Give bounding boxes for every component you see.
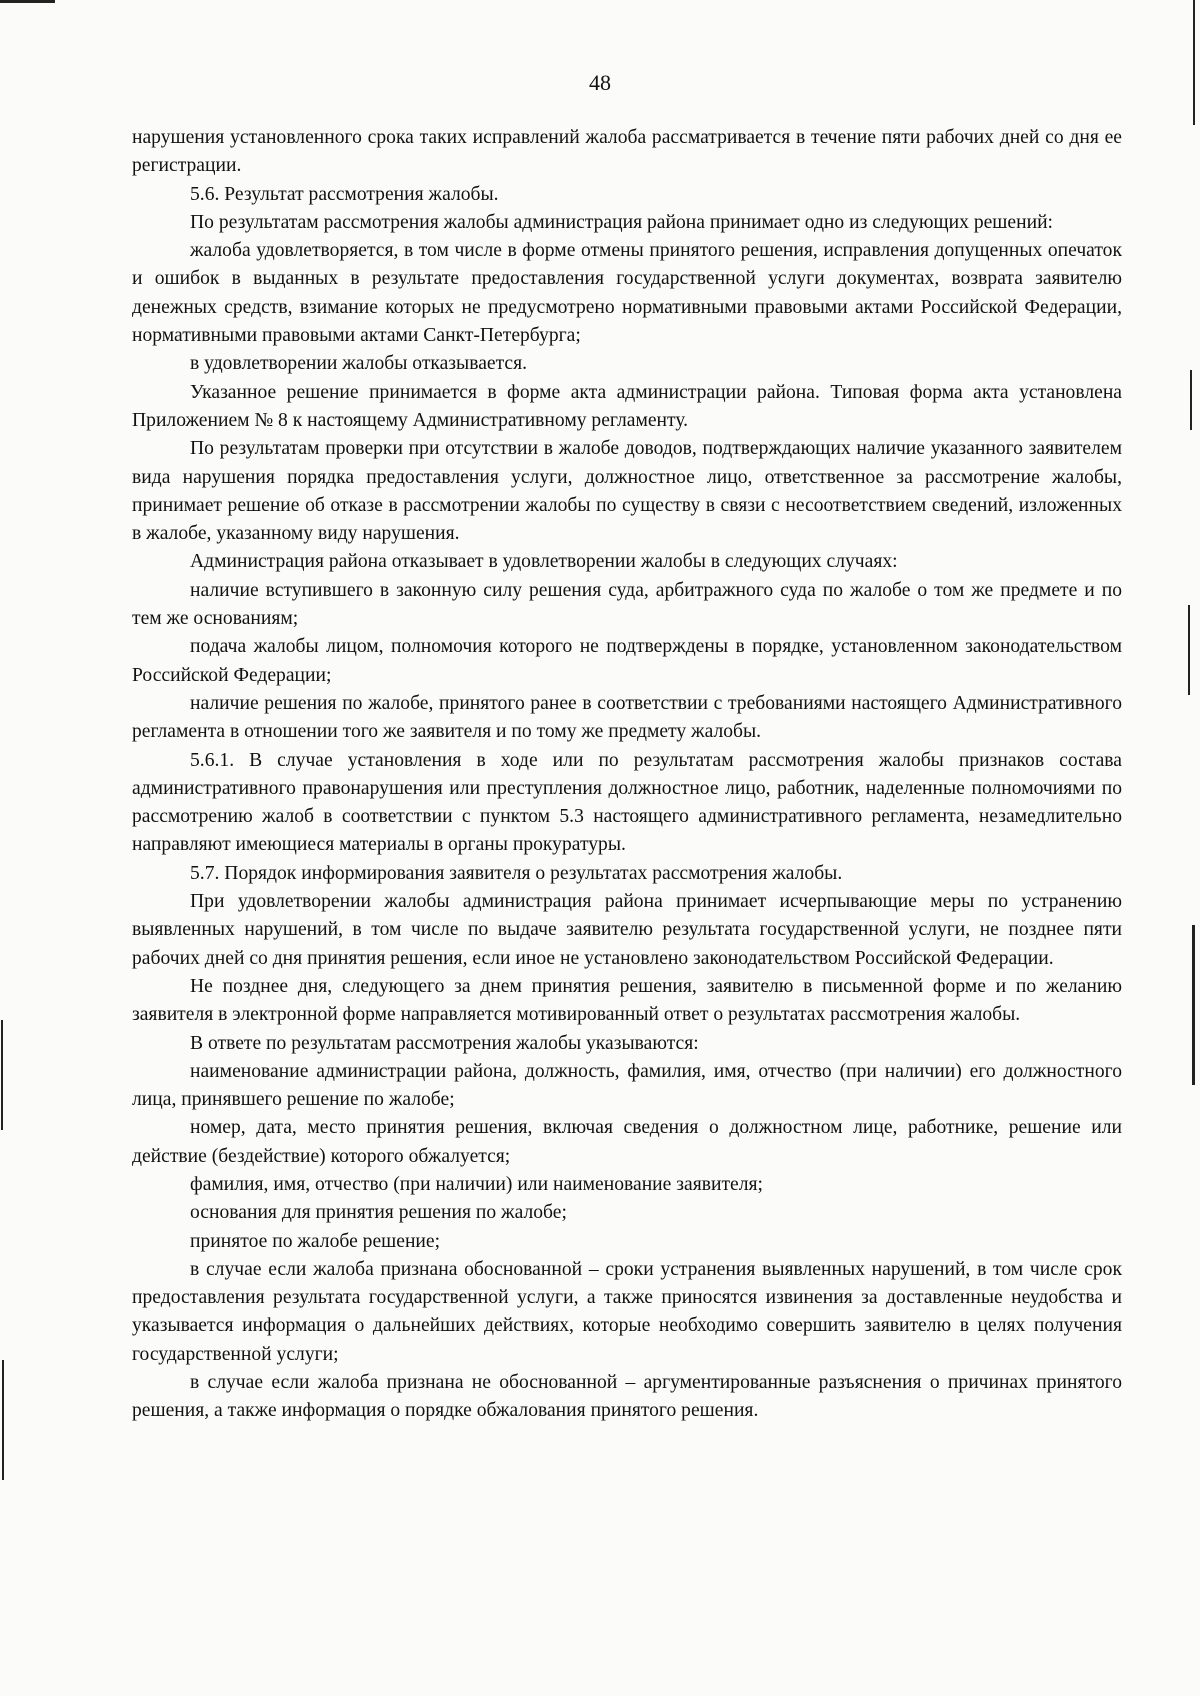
- section-heading: 5.6.1. В случае установления в ходе или по результатам рассмотрения жалобы признаков состава административного правонарушения или преступления должностное лицо, работник, наделенные полномочиями по рассмотрению жалоб в соответствии с пунктом 5.3 настоящего административного регламента, незамедлительно направляют имеющиеся материалы в органы прокуратуры.: [132, 749, 1122, 856]
- scan-edge-right-middle-2: [1188, 605, 1190, 695]
- scan-edge-right-lower: [1192, 925, 1195, 1085]
- list-item: номер, дата, место принятия решения, включая сведения о должностном лице, работнике, решение или действие (бездействие) которого обжалуется;: [132, 1117, 1122, 1167]
- list-item: в удовлетворении жалобы отказывается.: [190, 353, 528, 375]
- list-item: в случае если жалоба признана не обоснованной – аргументированные разъяснения о причинах принятого решения, а также информация о порядке обжалования принятого решения.: [132, 1372, 1122, 1422]
- paragraph: нарушения установленного срока таких исправлений жалоба рассматривается в течение пяти рабочих дней со дня ее регистрации.: [132, 127, 1122, 177]
- list-item: наименование администрации района, должность, фамилия, имя, отчество (при наличии) его должностного лица, принявшего решение по жалобе;: [132, 1060, 1122, 1111]
- paragraph: При удовлетворении жалобы администрация района принимает исчерпывающие меры по устранению выявленных нарушений, в том числе по выдаче заявителю результата государственной услуги, не позднее пяти рабочих дней со дня принятия решения, если иное не установлено законодательством Российской Федерации.: [132, 891, 1122, 969]
- scan-edge-right-middle: [1190, 370, 1192, 430]
- scan-edge-left-lower: [1, 1020, 3, 1130]
- list-item: наличие вступившего в законную силу решения суда, арбитражного суда по жалобе о том же предмете и по тем же основаниям;: [132, 579, 1122, 630]
- section-heading: 5.7. Порядок информирования заявителя о результатах рассмотрения жалобы.: [190, 862, 843, 884]
- paragraph: Не позднее дня, следующего за днем принятия решения, заявителю в письменной форме и по желанию заявителя в электронной форме направляется мотивированный ответ о результатах рассмотрения жалобы.: [132, 975, 1122, 1026]
- scan-edge-left-bottom: [2, 1360, 4, 1480]
- list-item: жалоба удовлетворяется, в том числе в форме отмены принятого решения, исправления допущенных опечаток и ошибок в выданных в результате предоставления государственной услуги документах, возврата заявителю денежных средств, взимание которых не предусмотрено нормативными правовыми актами Российской Федерации, нормативными правовыми актами Санкт-Петербурга;: [132, 240, 1122, 347]
- section-heading: 5.6. Результат рассмотрения жалобы.: [190, 183, 499, 205]
- list-item: в случае если жалоба признана обоснованной – сроки устранения выявленных нарушений, в том числе срок предоставления результата государственной услуги, а также приносятся извинения за доставленные неудобства и указывается информация о дальнейших действиях, которые необходимо совершить заявителю в целях получения государственной услуги;: [132, 1258, 1122, 1365]
- list-item: наличие решения по жалобе, принятого ранее в соответствии с требованиями настоящего Административного регламента в отношении того же заявителя и по тому же предмету жалобы.: [132, 692, 1122, 743]
- list-item: фамилия, имя, отчество (при наличии) или наименование заявителя;: [190, 1173, 763, 1195]
- scan-edge-top-left: [0, 0, 55, 3]
- paragraph: По результатам проверки при отсутствии в жалобе доводов, подтверждающих наличие указанного заявителем вида нарушения порядка предоставления услуги, должностное лицо, ответственное за рассмотрение жалобы, принимает решение об отказе в рассмотрении жалобы по существу в связи с несоответствием сведений, изложенных в жалобе, указанному виду нарушения.: [132, 438, 1122, 545]
- list-item: основания для принятия решения по жалобе;: [190, 1202, 567, 1224]
- list-item: подача жалобы лицом, полномочия которого не подтверждены в порядке, установленном законодательством Российской Федерации;: [132, 636, 1122, 686]
- document-body: [132, 124, 1122, 1426]
- paragraph: Указанное решение принимается в форме акта администрации района. Типовая форма акта установлена Приложением № 8 к настоящему Административному регламенту.: [132, 381, 1122, 431]
- scan-edge-right-top: [1193, 0, 1195, 125]
- page-number: 48: [589, 70, 611, 95]
- paragraph: В ответе по результатам рассмотрения жалобы указываются:: [190, 1032, 699, 1054]
- paragraph: По результатам рассмотрения жалобы администрация района принимает одно из следующих решений:: [190, 211, 1053, 233]
- list-item: принятое по жалобе решение;: [190, 1230, 441, 1252]
- paragraph: Администрация района отказывает в удовлетворении жалобы в следующих случаях:: [190, 551, 898, 573]
